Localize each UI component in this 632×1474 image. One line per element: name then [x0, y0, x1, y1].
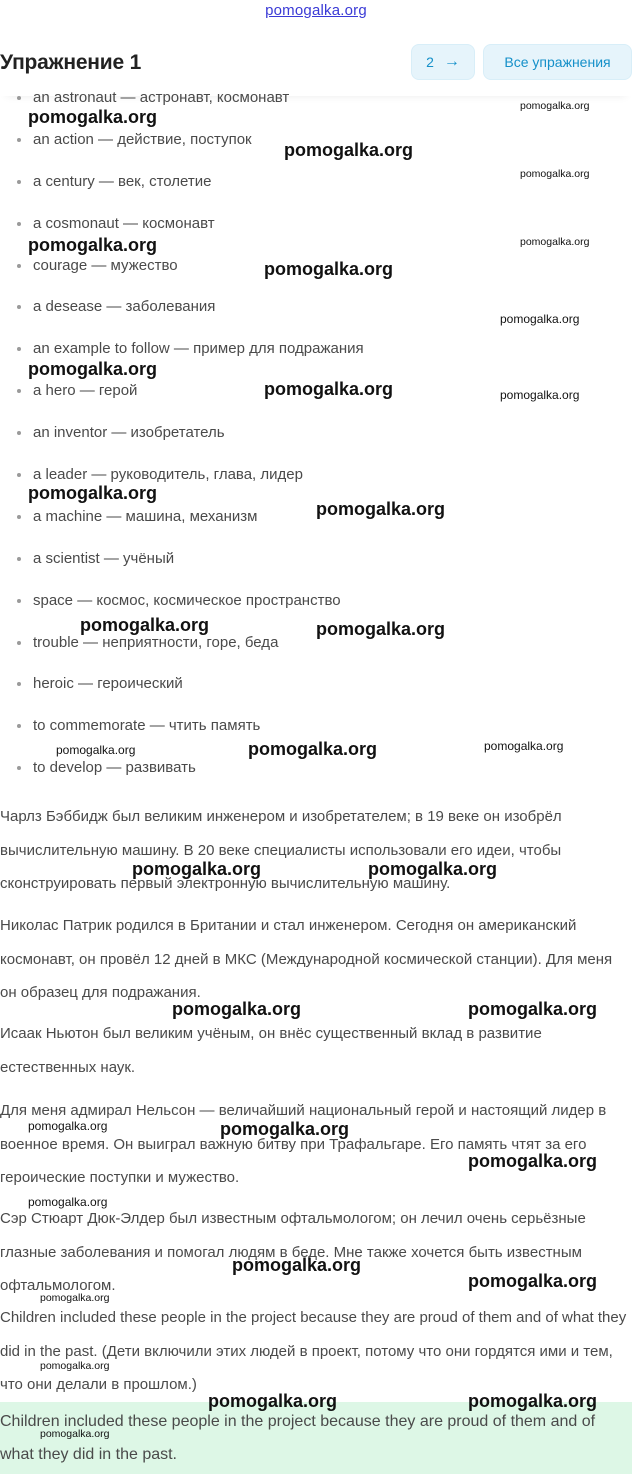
- list-item: a machine — машина, механизм: [0, 504, 632, 546]
- watermark: pomogalka.org: [500, 388, 580, 402]
- watermark: pomogalka.org: [520, 236, 590, 248]
- watermark: pomogalka.org: [468, 999, 598, 1019]
- paragraph-duke-elder: Сэр Стюарт Дюк-Элдер был известным офтальмологом; он лечил очень серьёзные глазные заболевания и помогал людям в беде. Мне также хочется быть известным офтальмологом.: [0, 1210, 586, 1294]
- bullet-icon: [17, 724, 21, 728]
- bullet-icon: [17, 305, 21, 309]
- list-item: an action — действие, поступок: [0, 127, 632, 169]
- list-item: an inventor — изобретатель: [0, 420, 632, 462]
- bullet-icon: [17, 96, 21, 100]
- bullet-icon: [17, 431, 21, 435]
- watermark: pomogalka.org: [28, 107, 158, 127]
- watermark: pomogalka.org: [208, 1391, 338, 1411]
- list-item: a desease — заболевания: [0, 294, 632, 336]
- watermark: pomogalka.org: [28, 483, 158, 503]
- bullet-icon: [17, 515, 21, 519]
- site-brand-link[interactable]: pomogalka.org: [265, 2, 367, 19]
- next-exercise-number: 2: [426, 54, 434, 70]
- watermark: pomogalka.org: [28, 1119, 108, 1133]
- watermark: pomogalka.org: [28, 359, 158, 379]
- watermark: pomogalka.org: [40, 1360, 110, 1372]
- watermark: pomogalka.org: [172, 999, 302, 1019]
- watermark: pomogalka.org: [316, 619, 446, 639]
- list-item: an example to follow — пример для подражания: [0, 336, 632, 378]
- watermark: pomogalka.org: [28, 1195, 108, 1209]
- watermark: pomogalka.org: [520, 168, 590, 180]
- bullet-icon: [17, 347, 21, 351]
- paragraph-project: Children included these people in the project because they are proud of them and of what they did in the past. (Дети включили этих людей в проект, потому что они гордятся ими и тем, что они делали в прошлом.): [0, 1309, 627, 1393]
- list-item: to commemorate — чтить память: [0, 713, 632, 755]
- watermark: pomogalka.org: [316, 499, 446, 519]
- list-item: a leader — руководитель, глава, лидер: [0, 462, 632, 504]
- bullet-icon: [17, 138, 21, 142]
- watermark: pomogalka.org: [40, 1428, 110, 1440]
- paragraph-nelson: Для меня адмирал Нельсон — величайший национальный герой и настоящий лидер в военное время. Он выиграл важную битву при Трафальгаре. Его память чтят за его героические поступки и мужество.: [0, 1102, 607, 1186]
- bullet-icon: [17, 641, 21, 645]
- watermark: pomogalka.org: [80, 615, 210, 635]
- watermark: pomogalka.org: [264, 379, 394, 399]
- list-item: a hero — герой: [0, 378, 632, 420]
- paragraph-babbage: Чарлз Бэббидж был великим инженером и изобретателем; в 19 веке он изобрёл вычислительную машину. В 20 веке специалисты использовали его идеи, чтобы сконструировать первый электронную вычислительную машину.: [0, 808, 562, 892]
- next-exercise-button[interactable]: [411, 44, 475, 80]
- bullet-icon: [17, 557, 21, 561]
- paragraph-newton: Исаак Ньютон был великим учёным, он внёс существенный вклад в развитие естественных наук.: [0, 1025, 542, 1076]
- watermark: pomogalka.org: [484, 739, 564, 753]
- watermark: pomogalka.org: [468, 1151, 598, 1171]
- bullet-icon: [17, 682, 21, 686]
- watermark: pomogalka.org: [232, 1255, 362, 1275]
- list-item: an astronaut — астронавт, космонавт: [0, 85, 632, 127]
- vocabulary-list: [0, 85, 632, 797]
- watermark: pomogalka.org: [520, 100, 590, 112]
- watermark: pomogalka.org: [28, 235, 158, 255]
- bullet-icon: [17, 389, 21, 393]
- bullet-icon: [17, 180, 21, 184]
- answer-highlight: Children included these people in the project because they are proud of them and of what they did in the past.: [0, 1402, 632, 1474]
- watermark: pomogalka.org: [132, 859, 262, 879]
- list-item: courage — мужество: [0, 253, 632, 295]
- watermark: pomogalka.org: [468, 1391, 598, 1411]
- arrow-right-icon: →: [443, 53, 460, 70]
- watermark: pomogalka.org: [284, 140, 414, 160]
- bullet-icon: [17, 599, 21, 603]
- bullet-icon: [17, 473, 21, 477]
- list-item: heroic — героический: [0, 671, 632, 713]
- list-item: to develop — развивать: [0, 755, 632, 797]
- bullet-icon: [17, 222, 21, 226]
- watermark: pomogalka.org: [248, 739, 378, 759]
- list-item: a century — век, столетие: [0, 169, 632, 211]
- list-item: a scientist — учёный: [0, 546, 632, 588]
- list-item: a cosmonaut — космонавт: [0, 211, 632, 253]
- list-item: trouble — неприятности, горе, беда: [0, 630, 632, 672]
- watermark: pomogalka.org: [264, 259, 394, 279]
- watermark: pomogalka.org: [468, 1271, 598, 1291]
- paragraph-patrick: Николас Патрик родился в Британии и стал инженером. Сегодня он американский космонавт, он провёл 12 дней в МКС (Международной космической станции). Для меня он образец для подражания.: [0, 917, 613, 1001]
- watermark: pomogalka.org: [368, 859, 498, 879]
- page-title: Упражнение 1: [0, 51, 142, 74]
- watermark: pomogalka.org: [500, 312, 580, 326]
- watermark: pomogalka.org: [56, 743, 136, 757]
- list-item: space — космос, космическое пространство: [0, 588, 632, 630]
- bullet-icon: [17, 766, 21, 770]
- watermark: pomogalka.org: [220, 1119, 350, 1139]
- watermark: pomogalka.org: [40, 1292, 110, 1304]
- all-exercises-button[interactable]: Все упражнения: [483, 44, 632, 80]
- bullet-icon: [17, 264, 21, 268]
